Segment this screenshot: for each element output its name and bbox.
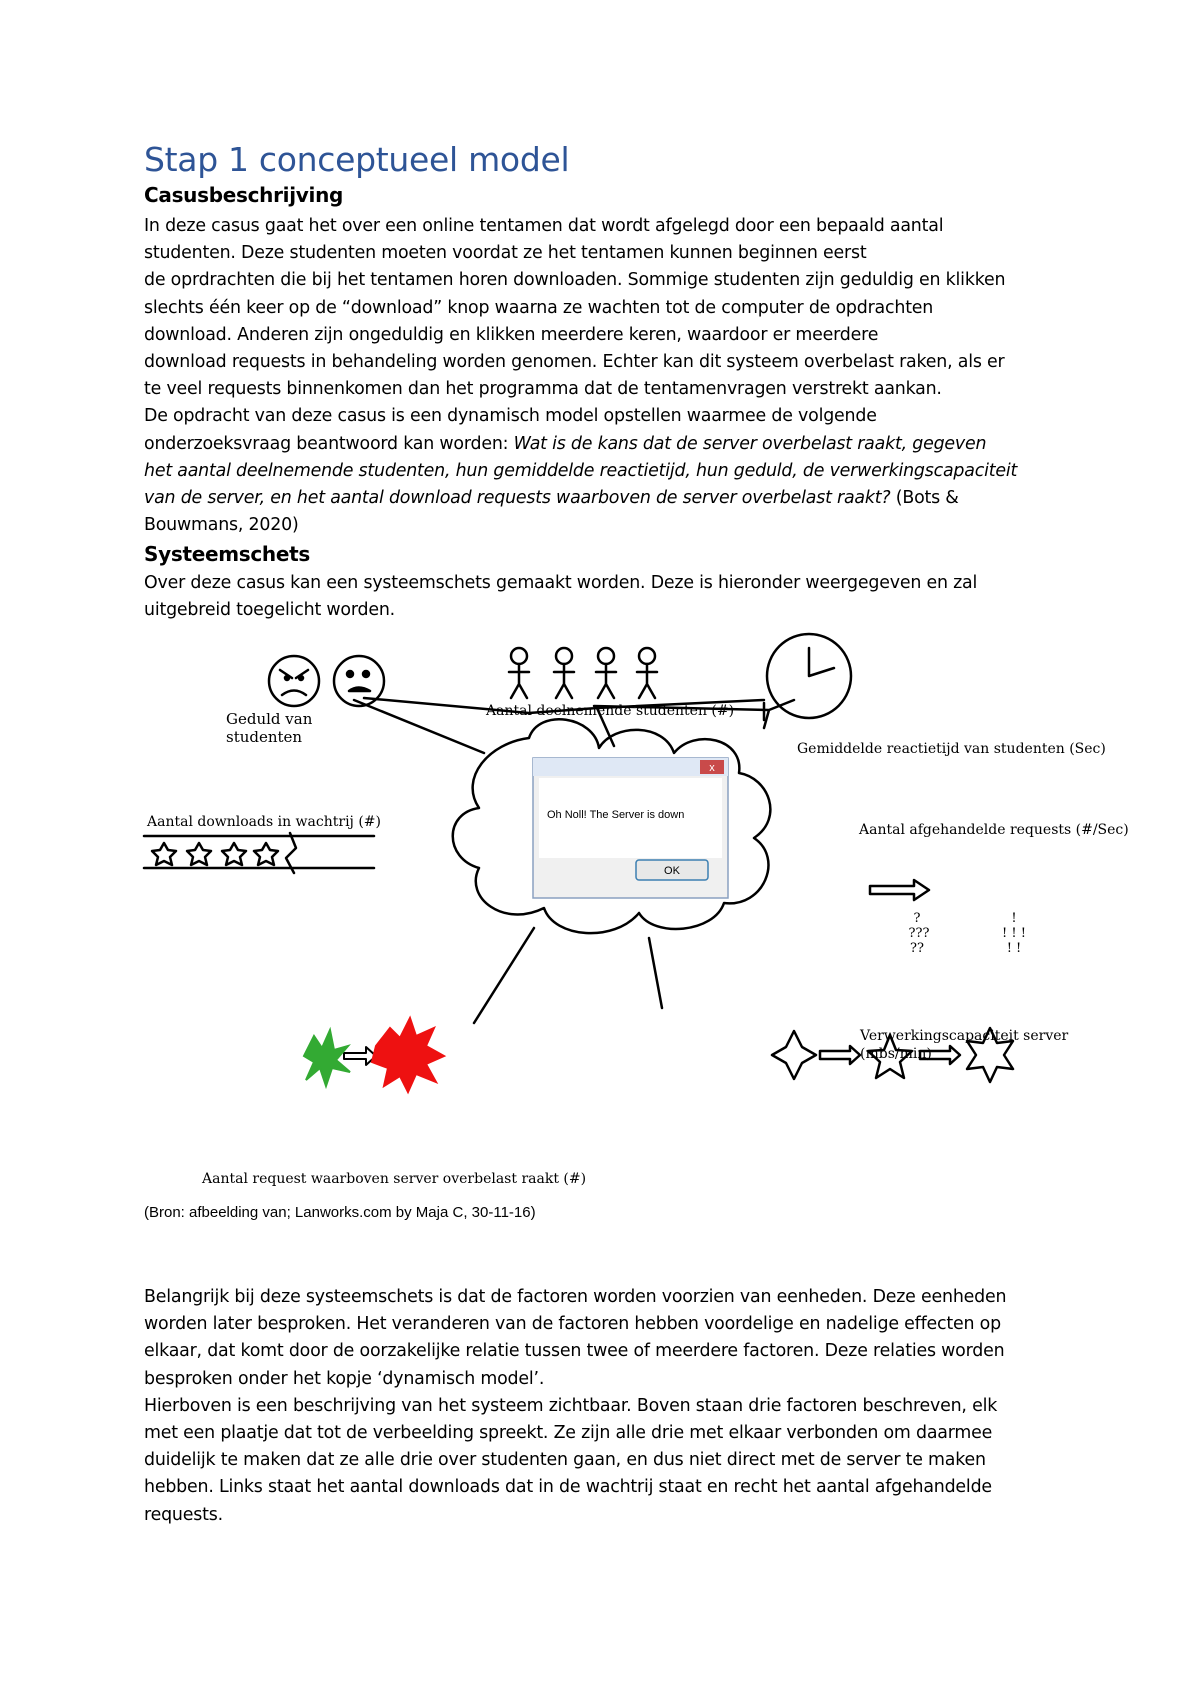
label-aantal-studenten: Aantal deelnemende studenten (#) (486, 703, 735, 719)
error-dialog (533, 758, 728, 898)
text-line: uitgebreid toegelicht worden. (144, 600, 396, 621)
research-question-part: van de server, en het aantal download requests waarboven de server overbelast raakt? (144, 488, 891, 509)
text-line: Belangrijk bij deze systeemschets is dat de factoren worden voorzien van eenheden. Deze eenheden (144, 1287, 1007, 1307)
text-segment: onderzoeksvraag beantwoord kan worden: (144, 433, 514, 454)
text-line (144, 485, 1084, 512)
text-line: met een plaatje dat tot de verbeelding spreekt. Ze zijn alle drie met elkaar verbonden om daarmee (144, 1423, 993, 1444)
text-line: de oprdrachten die bij het tentamen horen downloaden. Sommige studenten zijn geduldig en klikken (144, 270, 1006, 291)
arrow-icon (870, 880, 929, 900)
paragraph-casusbeschrijving (144, 213, 1084, 539)
angry-face-icon (269, 656, 319, 706)
paragraph-systeemschets (144, 570, 1084, 624)
ok-button-label: OK (664, 865, 680, 877)
close-button-label: x (709, 762, 715, 774)
text-line: Over deze casus kan een systeemschets gemaakt worden. Deze is hieronder weergegeven en zal (144, 573, 978, 593)
text-line: download. Anderen zijn ongeduldig en klikken meerdere keren, waardoor er meerdere (144, 324, 879, 345)
page-title: Stap 1 conceptueel model (144, 140, 570, 179)
exclamation-marks: ! ! (1006, 941, 1022, 956)
label-geduld-1: Geduld van (226, 710, 313, 728)
research-question-part: Wat is de kans dat de server overbelast raakt, gegeven (513, 433, 987, 454)
figure-caption: (Bron: afbeelding van; Lanworks.com by Maja C, 30-11-16) (144, 1204, 536, 1221)
question-marks: ?? (910, 941, 924, 956)
download-queue-icon (144, 833, 374, 873)
label-overbelast: Aantal request waarboven server overbelast raakt (#) (202, 1171, 587, 1187)
system-sketch-figure (144, 628, 1134, 1187)
label-geduld-2: studenten (226, 728, 303, 746)
text-line: besproken onder het kopje ‘dynamisch model’. (144, 1368, 545, 1389)
red-blob-icon (372, 1018, 444, 1092)
text-line: studenten. Deze studenten moeten voordat ze het tentamen kunnen beginnen eerst (144, 243, 867, 264)
text-line: worden later besproken. Het veranderen van de factoren hebben voordelige en nadelige effecten op (144, 1314, 1001, 1335)
heading-systeemschets: Systeemschets (144, 542, 311, 566)
citation: (Bots & (890, 488, 959, 509)
label-downloads-wachtrij: Aantal downloads in wachtrij (#) (147, 814, 381, 830)
label-capaciteit-1: Verwerkingscapaciteit server (860, 1028, 1069, 1044)
question-marks: ??? (908, 926, 930, 941)
paragraph-toelichting (144, 1284, 1084, 1529)
dialog-message: Oh Noll! The Server is down (547, 809, 685, 821)
text-line: Bouwmans, 2020) (144, 515, 299, 536)
research-question-part: het aantal deelnemende studenten, hun gemiddelde reactietijd, hun geduld, de verwerkingscapaciteit (144, 460, 1018, 481)
text-line: duidelijk te maken dat ze alle drie over studenten gaan, en dus niet direct met de server te maken (144, 1450, 986, 1471)
label-capaciteit-2: (mbs/min) (860, 1046, 932, 1062)
exclamation-marks: ! (1011, 911, 1017, 926)
text-line: hebben. Links staat het aantal downloads dat in de wachtrij staat en recht het aantal afgehandelde (144, 1477, 992, 1498)
text-line: download requests in behandeling worden genomen. Echter kan dit systeem overbelast raken, als er (144, 352, 1005, 373)
text-line: De opdracht van deze casus is een dynamisch model opstellen waarmee de volgende (144, 406, 877, 427)
text-line: In deze casus gaat het over een online tentamen dat wordt afgelegd door een bepaald aantal (144, 216, 944, 236)
text-line: requests. (144, 1504, 223, 1525)
text-line (144, 431, 1084, 458)
text-line: slechts één keer op de “download” knop waarna ze wachten tot de computer de opdrachten (144, 297, 934, 318)
text-line: Hierboven is een beschrijving van het systeem zichtbaar. Boven staan drie factoren beschreven, elk (144, 1395, 998, 1416)
heading-casusbeschrijving: Casusbeschrijving (144, 183, 344, 207)
question-marks: ? (913, 911, 921, 926)
exclamation-marks: ! ! ! (1002, 926, 1026, 941)
queue-stars-icon (152, 843, 278, 865)
text-line (144, 458, 1084, 485)
connector-lines (474, 928, 662, 1023)
text-line: te veel requests binnenkomen dan het programma dat de tentamenvragen verstrekt aankan. (144, 379, 942, 400)
text-line: elkaar, dat komt door de oorzakelijke relatie tussen twee of meerdere factoren. Deze relaties worden (144, 1341, 1005, 1362)
label-afgehandelde-requests: Aantal afgehandelde requests (#/Sec) (859, 822, 1129, 838)
stick-figures-icon (509, 648, 657, 698)
label-reactietijd: Gemiddelde reactietijd van studenten (Sec) (797, 741, 1106, 757)
